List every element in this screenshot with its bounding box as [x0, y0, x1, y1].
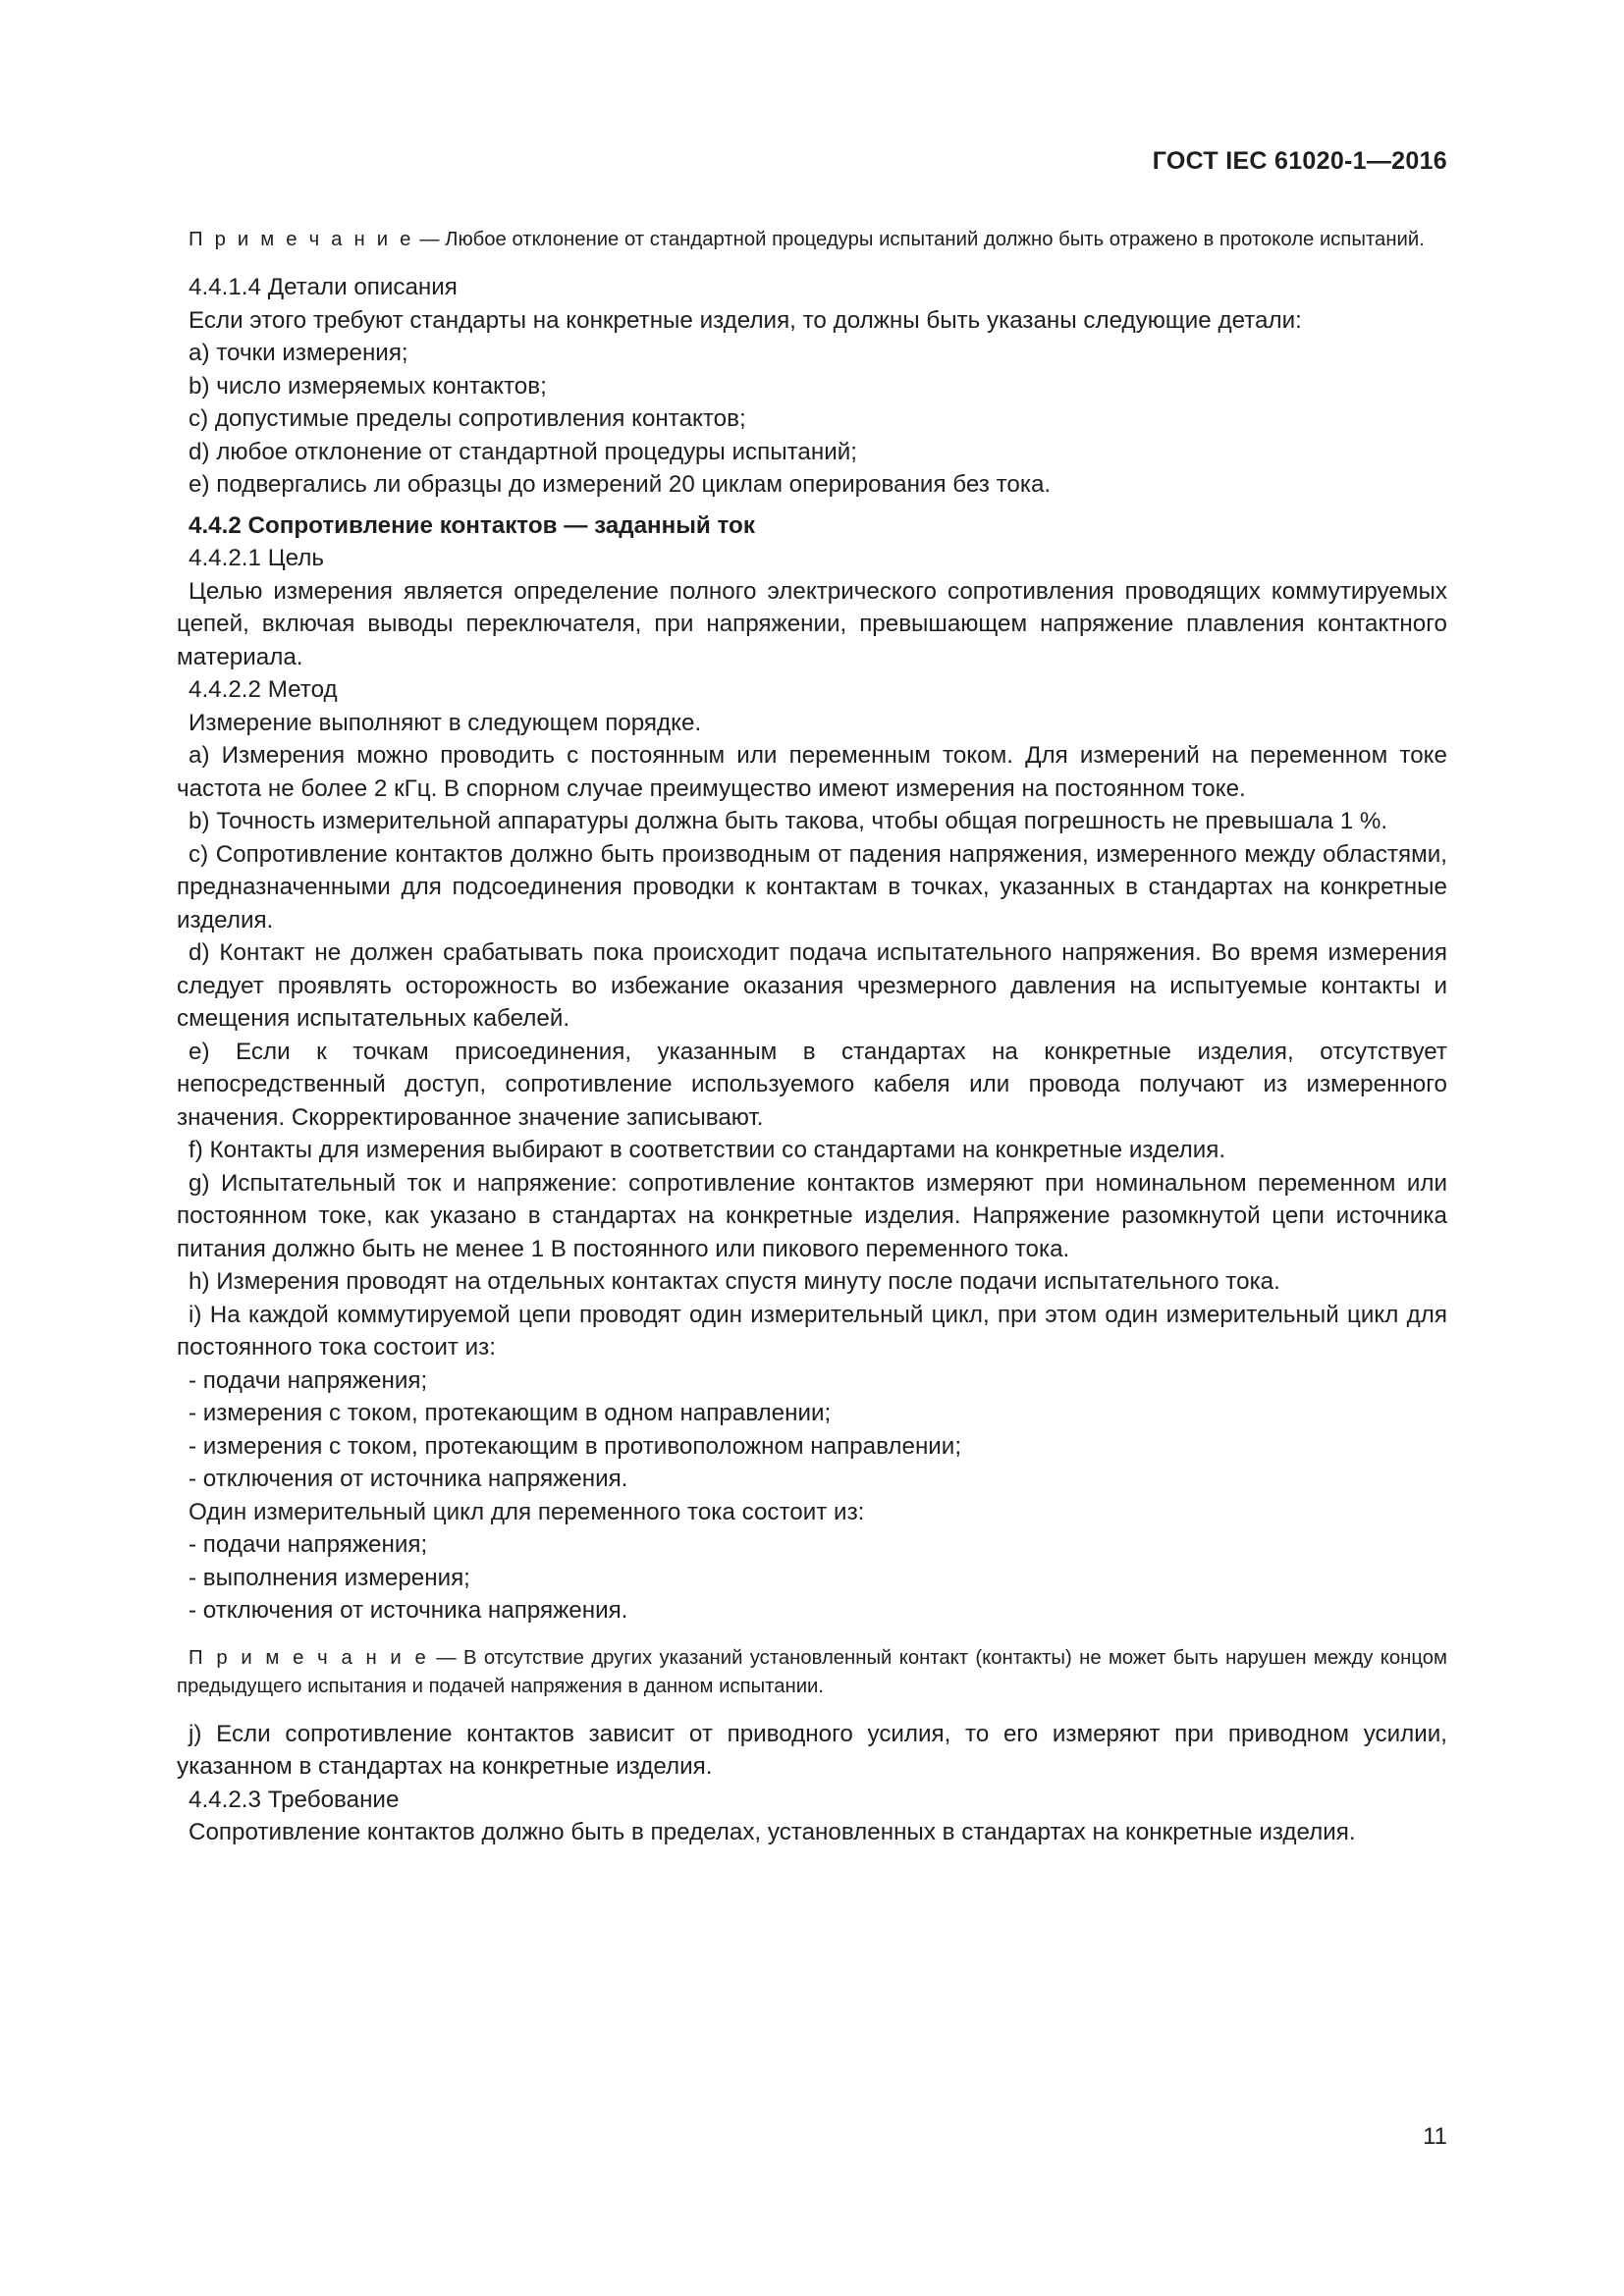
step-item: - подачи напряжения; — [189, 1531, 428, 1558]
step-item: - измерения с током, протекающим в противоположном направлении; — [189, 1432, 962, 1460]
page-number: 11 — [1423, 2123, 1447, 2150]
list-item: b) число измеряемых контактов; — [189, 372, 547, 400]
subsection-title: 4.4.2.3 Требование — [189, 1786, 400, 1813]
step-item: - отключения от источника напряжения. — [189, 1597, 628, 1624]
list-item: d) Контакт не должен срабатывать пока происходит подача испытательного напряжения. Во время измерения следует проявлять осторожность во избежание оказания чрезмерного давления на испытуемые контакты и смещения испытательных кабелей. — [177, 939, 1447, 1032]
step-item: - отключения от источника напряжения. — [189, 1466, 628, 1492]
paragraph: Если этого требуют стандарты на конкретные изделия, то должны быть указаны следующие детали: — [189, 306, 1302, 334]
paragraph: Измерение выполняют в следующем порядке. — [189, 709, 702, 736]
subsection-title: 4.4.2.2 Метод — [189, 676, 338, 703]
step-item: - подачи напряжения; — [189, 1366, 428, 1394]
paragraph: Сопротивление контактов должно быть в пределах, установленных в стандартах на конкретные изделия. — [189, 1819, 1356, 1845]
section-title: 4.4.1.4 Детали описания — [189, 274, 458, 300]
list-item: b) Точность измерительной аппаратуры должна быть такова, чтобы общая погрешность не превышала 1 %. — [189, 808, 1388, 834]
note-label: П р и м е ч а н и е — [189, 1646, 429, 1669]
step-item: - измерения с током, протекающим в одном направлении; — [189, 1400, 832, 1426]
list-item: h) Измерения проводят на отдельных контактах спустя минуту после подачи испытательного тока. — [189, 1268, 1280, 1295]
note-label: П р и м е ч а н и е — [189, 229, 414, 250]
note-text: — В отсутствие других указаний установленный контакт (контакты) не может быть нарушен между концом предыдущего испытания и подачей напряжения в данном испытании. — [177, 1646, 1447, 1697]
list-item: g) Испытательный ток и напряжение: сопротивление контактов измеряют при номинальном переменном или постоянном токе, как указано в стандартах на конкретные изделия. Напряжение разомкнутой цепи источника питания должно быть не менее 1 В постоянного или пикового переменного тока. — [177, 1169, 1447, 1262]
standard-code: ГОСТ IEC 61020-1—2016 — [1152, 147, 1447, 175]
list-item: d) любое отклонение от стандартной процедуры испытаний; — [189, 438, 857, 465]
note — [177, 226, 1447, 254]
list-item: j) Если сопротивление контактов зависит от приводного усилия, то его измеряют при приводном усилии, указанном в стандартах на конкретные изделия. — [177, 1720, 1447, 1780]
note-text: — Любое отклонение от стандартной процедуры испытаний должно быть отражено в протоколе испытаний. — [413, 229, 1425, 250]
list-item: c) Сопротивление контактов должно быть производным от падения напряжения, измеренного между областями, предназначенными для подсоединения проводки к контактам в точках, указанных в стандартах на конкретные изделия. — [177, 840, 1447, 934]
note — [177, 1644, 1447, 1701]
list-item: f) Контакты для измерения выбирают в соответствии со стандартами на конкретные изделия. — [189, 1137, 1226, 1163]
section-heading: 4.4.2 Сопротивление контактов — заданный ток — [189, 511, 755, 539]
list-item: a) точки измерения; — [189, 340, 408, 366]
paragraph: Один измерительный цикл для переменного тока состоит из: — [189, 1498, 865, 1525]
list-item: e) Если к точкам присоединения, указанным в стандартах на конкретные изделия, отсутствует непосредственный доступ, сопротивление используемого кабеля или провода получают из измеренного значения. Скорректированное значение записывают. — [177, 1038, 1447, 1131]
step-item: - выполнения измерения; — [189, 1564, 470, 1591]
paragraph: Целью измерения является определение полного электрического сопротивления проводящих коммутируемых цепей, включая выводы переключателя, при напряжении, превышающем напряжение плавления контактного материала. — [177, 577, 1447, 670]
list-item: i) На каждой коммутируемой цепи проводят один измерительный цикл, при этом один измерительный цикл для постоянного тока состоит из: — [177, 1301, 1447, 1361]
subsection-title: 4.4.2.1 Цель — [189, 545, 324, 571]
list-item: e) подвергались ли образцы до измерений 20 циклам оперирования без тока. — [189, 471, 1052, 498]
list-item: a) Измерения можно проводить с постоянным или переменным током. Для измерений на переменном токе частота не более 2 кГц. В спорном случае преимущество имеют измерения на постоянном токе. — [177, 742, 1447, 802]
list-item: c) допустимые пределы сопротивления контактов; — [189, 405, 746, 432]
page-content — [177, 224, 1447, 1849]
